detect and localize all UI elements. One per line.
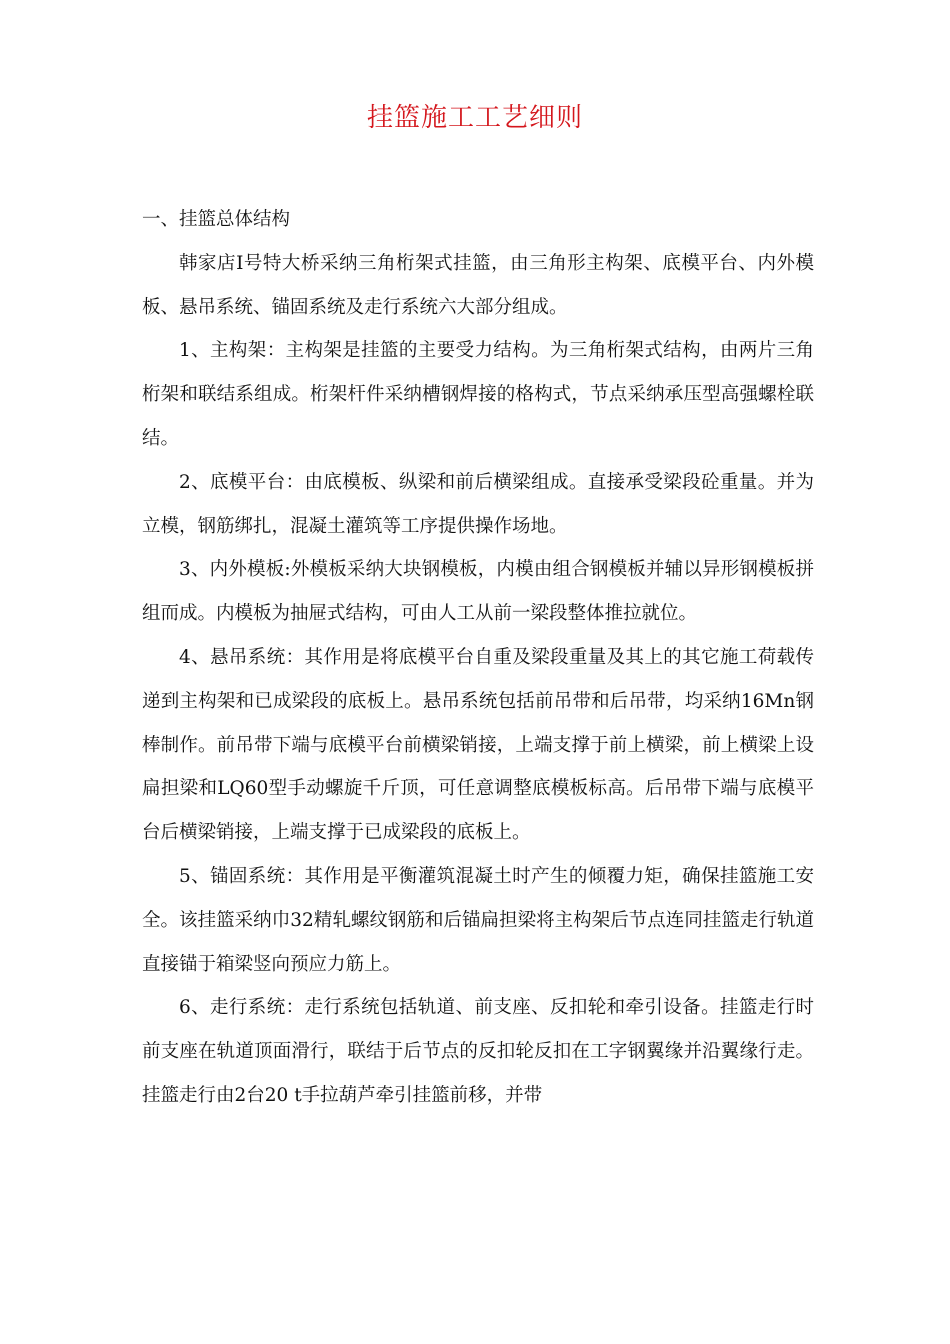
paragraph-suspension-system: 4、悬吊系统：其作用是将底模平台自重及梁段重量及其上的其它施工荷载传递到主构架和已成梁段的底板上。悬吊系统包括前吊带和后吊带，均采纳16Mn钢棒制作。前吊带下端与底模平台前横梁销接，上端支撑于前上横梁，前上横梁上设扁担梁和LQ60型手动螺旋千斤顶，可任意调整底模板标高。后吊带下端与底模平台后横梁销接，上端支撑于已成梁段的底板上。 <box>142 646 814 844</box>
paragraph-main-frame: 1、主构架：主构架是挂篮的主要受力结构。为三角桁架式结构，由两片三角桁架和联结系组成。桁架杆件采纳槽钢焊接的格构式，节点采纳承压型高强螺栓联结。 <box>142 340 814 449</box>
document-body <box>142 198 814 1118</box>
paragraph-travel-system: 6、走行系统：走行系统包括轨道、前支座、反扣轮和牵引设备。挂篮走行时前支座在轨道顶面滑行，联结于后节点的反扣轮反扣在工字钢翼缘并沿翼缘行走。挂篮走行由2台20 t手拉葫芦牵引挂篮前移，并带 <box>142 997 814 1106</box>
paragraph-intro: 韩家店Ⅰ号特大桥采纳三角桁架式挂篮，由三角形主构架、底模平台、内外模板、悬吊系统、锚固系统及走行系统六大部分组成。 <box>142 252 814 318</box>
paragraph-bottom-platform: 2、底模平台：由底模板、纵梁和前后横梁组成。直接承受梁段砼重量。并为立模，钢筋绑扎，混凝土灌筑等工序提供操作场地。 <box>142 471 814 537</box>
paragraph-anchorage-system: 5、锚固系统：其作用是平衡灌筑混凝土时产生的倾覆力矩，确保挂篮施工安全。该挂篮采纳巾32精轧螺纹钢筋和后锚扁担梁将主构架后节点连同挂篮走行轨道直接锚于箱梁竖向预应力筋上。 <box>142 865 814 975</box>
section-heading: 一、挂篮总体结构 <box>142 209 291 230</box>
document-title: 挂篮施工工艺细则 <box>366 103 583 133</box>
paragraph-formwork: 3、内外模板:外模板采纳大块钢模板，内模由组合钢模板并辅以异形钢模板拼组而成。内模板为抽屉式结构，可由人工从前一梁段整体推拉就位。 <box>142 559 814 625</box>
